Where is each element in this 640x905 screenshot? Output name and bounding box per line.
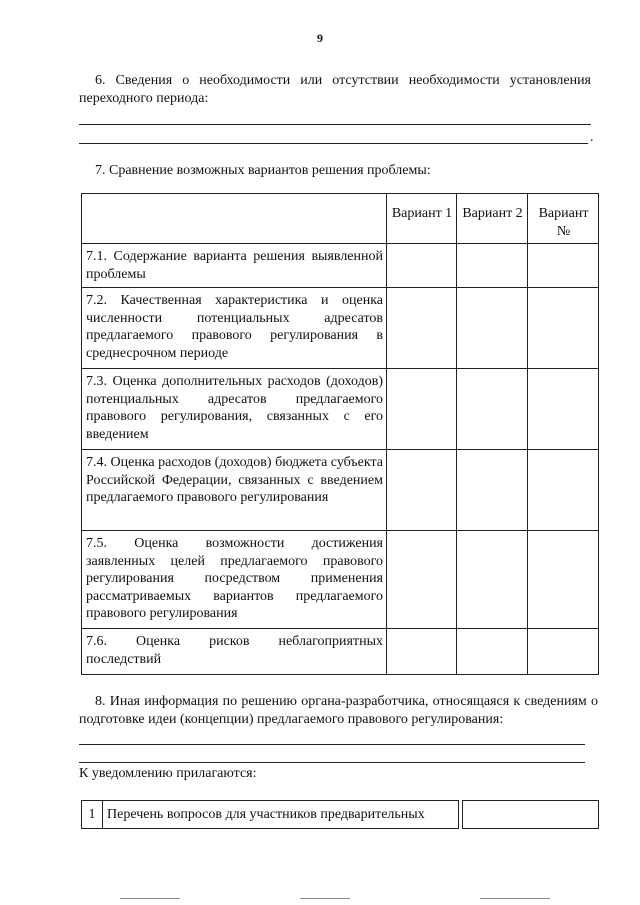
value-cell bbox=[528, 244, 599, 288]
scan-mark bbox=[120, 898, 180, 899]
section-6-fill-line-1 bbox=[79, 124, 591, 125]
row-label: 7.3. Оценка дополнительных расходов (доходов) потенциальных адресатов предлагаемого правового регулирования, связанных с его введением bbox=[82, 369, 387, 450]
header-variant-2: Вариант 2 bbox=[457, 194, 528, 244]
value-cell bbox=[528, 629, 599, 675]
scan-mark bbox=[300, 898, 350, 899]
table-row bbox=[82, 629, 599, 675]
header-variant-n: Вариант № bbox=[528, 194, 599, 244]
value-cell bbox=[387, 244, 457, 288]
section-6-text: 6. Сведения о необходимости или отсутствии необходимости установления переходного периода: bbox=[79, 73, 591, 106]
table-header-row bbox=[82, 194, 599, 244]
value-cell bbox=[528, 369, 599, 450]
value-cell bbox=[457, 629, 528, 675]
section-8-fill-line-1 bbox=[79, 744, 585, 745]
value-cell bbox=[387, 450, 457, 531]
section-8-text: 8. Иная информация по решению органа-разработчика, относящаяся к сведениям о подготовке идеи (концепции) предлагаемого правового регулирования: bbox=[79, 694, 598, 727]
row-label: 7.4. Оценка расходов (доходов) бюджета субъекта Российской Федерации, связанных с введением предлагаемого правового регулирования bbox=[82, 450, 387, 531]
row-label: 7.1. Содержание варианта решения выявленной проблемы bbox=[82, 244, 387, 288]
value-cell bbox=[457, 288, 528, 369]
table-row bbox=[82, 531, 599, 629]
table-row bbox=[82, 450, 599, 531]
comparison-table bbox=[81, 193, 599, 675]
value-cell bbox=[457, 450, 528, 531]
attachments-title: К уведомлению прилагаются: bbox=[79, 766, 257, 781]
value-cell bbox=[387, 369, 457, 450]
header-variant-1: Вариант 1 bbox=[387, 194, 457, 244]
value-cell bbox=[457, 531, 528, 629]
header-cell-empty bbox=[82, 194, 387, 244]
value-cell bbox=[457, 369, 528, 450]
value-cell bbox=[528, 450, 599, 531]
section-6-trailing-dot: . bbox=[590, 130, 594, 145]
row-label: 7.6. Оценка рисков неблагоприятных последствий bbox=[82, 629, 387, 675]
attachment-extra-cell bbox=[463, 801, 599, 829]
value-cell bbox=[387, 288, 457, 369]
table-row bbox=[82, 244, 599, 288]
row-label: 7.5. Оценка возможности достижения заявленных целей предлагаемого правового регулирования посредством применения рассматриваемых вариантов предлагаемого правового регулирования bbox=[82, 531, 387, 629]
value-cell bbox=[387, 629, 457, 675]
value-cell bbox=[528, 288, 599, 369]
table-row bbox=[82, 288, 599, 369]
scan-mark bbox=[480, 898, 550, 899]
row-label: 7.2. Качественная характеристика и оценка численности потенциальных адресатов предлагаемого правового регулирования в среднесрочном периоде bbox=[82, 288, 387, 369]
attachments-table bbox=[81, 800, 599, 829]
value-cell bbox=[387, 531, 457, 629]
page-number: 9 bbox=[317, 31, 323, 45]
table-row bbox=[82, 369, 599, 450]
value-cell bbox=[457, 244, 528, 288]
value-cell bbox=[528, 531, 599, 629]
section-8-fill-line-2 bbox=[79, 762, 585, 763]
attachment-text: Перечень вопросов для участников предварительных bbox=[103, 801, 459, 829]
attachment-number: 1 bbox=[82, 801, 103, 829]
list-item bbox=[82, 801, 599, 829]
section-6-fill-line-2 bbox=[79, 143, 588, 144]
section-7-title: 7. Сравнение возможных вариантов решения проблемы: bbox=[95, 163, 431, 178]
